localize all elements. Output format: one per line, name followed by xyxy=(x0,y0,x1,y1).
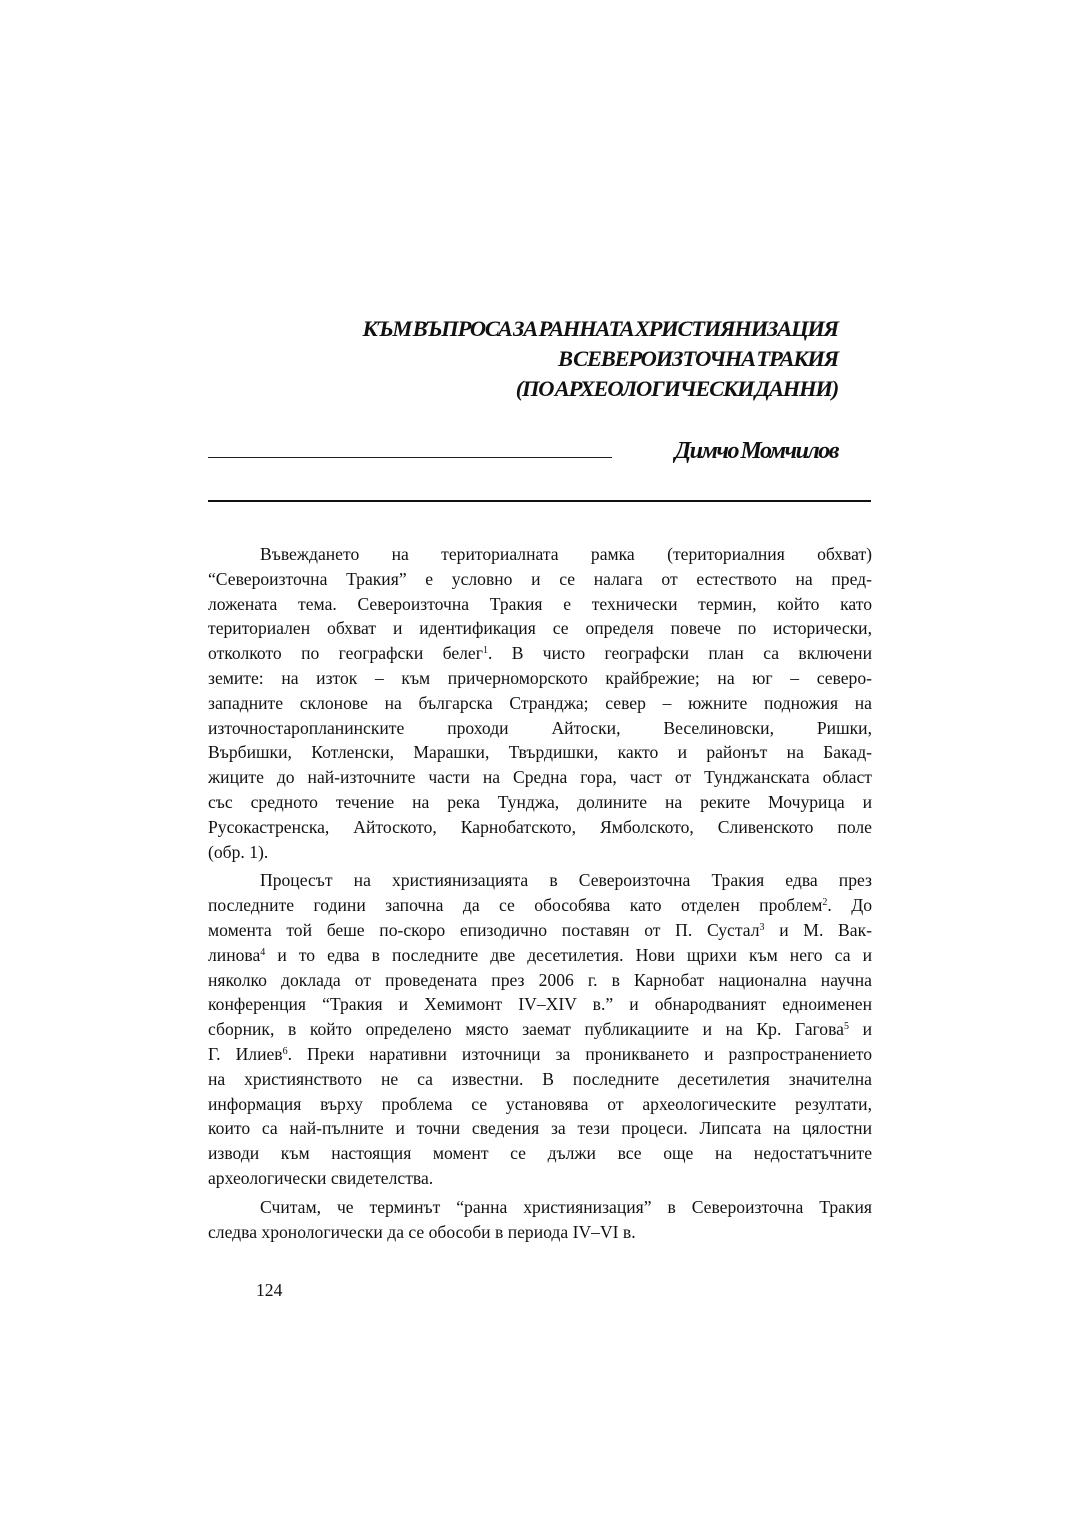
paragraph xyxy=(208,542,872,864)
title-line: КЪМ ВЪПРОСА ЗА РАННАТА ХРИСТИЯНИЗАЦИЯ xyxy=(362,316,838,341)
text-segment: последните години започна да се обособява като отделен проблем xyxy=(208,895,823,916)
text-line xyxy=(208,542,872,567)
text-segment: Процесът на християнизацията в Североизточна Тракия едва през xyxy=(260,870,872,891)
author-name: Димчо Момчилов xyxy=(674,438,838,464)
text-segment: Г. Илиев xyxy=(208,1043,283,1064)
text-line xyxy=(208,740,872,765)
text-segment: Върбишки, Котленски, Марашки, Твърдишки, както и районът на Бакад- xyxy=(208,742,872,763)
text-line xyxy=(208,868,872,893)
text-segment: отколкото по географски белег xyxy=(208,643,483,664)
text-segment: със средното течение на река Тунджа, долините на реките Мочурица и xyxy=(208,791,872,812)
page-number: 124 xyxy=(256,1280,283,1300)
text-segment: следва хронологически да се обособи в периода IV–VI в. xyxy=(208,1221,636,1242)
text-segment: . До xyxy=(827,895,872,916)
paragraph xyxy=(208,868,872,1190)
text-line xyxy=(208,765,872,790)
article-title xyxy=(200,314,838,404)
text-segment: момента той беше по-скоро епизодично поставян от П. Сустал xyxy=(208,919,760,940)
text-segment: западните склонове на българска Странджа; север – южните подножия на xyxy=(208,692,872,713)
text-line xyxy=(208,992,872,1017)
text-line xyxy=(208,1042,872,1067)
author-row xyxy=(208,436,838,466)
text-line xyxy=(208,943,872,968)
text-segment: сборник, в който определено място заемат публикациите и на Кр. Гагова xyxy=(208,1019,844,1040)
footnote-ref: 5 xyxy=(843,1021,849,1033)
text-line xyxy=(208,1067,872,1092)
text-line xyxy=(208,1141,872,1166)
text-line xyxy=(208,1017,872,1042)
text-line xyxy=(208,790,872,815)
text-segment: източностаропланинските проходи Айтоски, Веселиновски, Ришки, xyxy=(208,717,872,738)
text-segment: които са най-пълните и точни сведения за тези процеси. Липсата на цялостни xyxy=(208,1118,872,1139)
text-segment: и то едва в последните две десетилетия. Нови щрихи към него са и xyxy=(265,944,872,965)
text-segment: информация върху проблема се установява от археологическите резултати, xyxy=(208,1093,872,1114)
text-segment: земите: на изток – към причерноморското крайбрежие; на юг – северо- xyxy=(208,667,872,688)
text-line xyxy=(208,1092,872,1117)
text-segment: жиците до най-източните части на Средна гора, част от Тунджанската област xyxy=(208,767,872,788)
text-segment: линова xyxy=(208,944,261,965)
title-line: (ПО АРХЕОЛОГИЧЕСКИ ДАННИ) xyxy=(515,376,838,401)
title-line: В СЕВЕРОИЗТОЧНА ТРАКИЯ xyxy=(557,346,838,371)
text-segment: Въвеждането на териториалната рамка (териториалния обхват) xyxy=(260,544,872,564)
text-line xyxy=(208,1166,872,1191)
text-segment: и xyxy=(848,1019,872,1040)
footnote-ref: 3 xyxy=(759,921,765,933)
text-line xyxy=(208,1116,872,1141)
text-line xyxy=(208,666,872,691)
text-line xyxy=(208,1220,872,1245)
text-segment: (обр. 1). xyxy=(208,841,269,862)
text-line xyxy=(208,893,872,918)
text-segment: конференция “Тракия и Хемимонт IV–XIV в.” и обнародваният едноименен xyxy=(208,994,872,1015)
footnote-ref: 6 xyxy=(282,1045,288,1057)
text-line xyxy=(208,716,872,741)
text-line xyxy=(208,691,872,716)
text-segment: археологически свидетелства. xyxy=(208,1167,434,1188)
text-segment: “Североизточна Тракия” е условно и се налага от естеството на пред- xyxy=(208,568,872,589)
text-line xyxy=(208,592,872,617)
text-line xyxy=(208,918,872,943)
text-line xyxy=(208,815,872,840)
text-line xyxy=(208,840,872,865)
text-segment: на християнството не са известни. В последните десетилетия значителна xyxy=(208,1068,872,1089)
text-line xyxy=(208,567,872,592)
text-segment: териториален обхват и идентификация се определя повече по исторически, xyxy=(208,618,872,639)
paragraph xyxy=(208,1195,872,1245)
text-segment: Считам, че терминът “ранна християнизация” в Североизточна Тракия xyxy=(260,1196,872,1217)
text-segment: . В чисто географски план са включени xyxy=(487,643,872,664)
text-segment: . Преки наративни източници за проникването и разпространението xyxy=(287,1043,872,1064)
text-segment: Русокастренска, Айтоското, Карнобатското, Ямболското, Сливенското поле xyxy=(208,816,872,837)
text-line xyxy=(208,641,872,666)
text-segment: и М. Вак- xyxy=(764,919,872,940)
author-rule xyxy=(208,457,612,458)
text-segment: ложената тема. Североизточна Тракия е технически термин, който като xyxy=(208,593,872,614)
text-line xyxy=(208,1195,872,1220)
text-segment: изводи към настоящия момент се дължи все още на недостатъчните xyxy=(208,1143,872,1164)
footnote-ref: 1 xyxy=(482,645,488,657)
footnote-ref: 4 xyxy=(260,946,266,958)
footnote-ref: 2 xyxy=(822,897,828,909)
text-segment: няколко доклада от проведената през 2006 г. в Карнобат национална научна xyxy=(208,969,872,990)
text-line xyxy=(208,968,872,993)
text-line xyxy=(208,616,872,641)
article-body xyxy=(208,542,872,1244)
header-divider xyxy=(208,500,871,502)
